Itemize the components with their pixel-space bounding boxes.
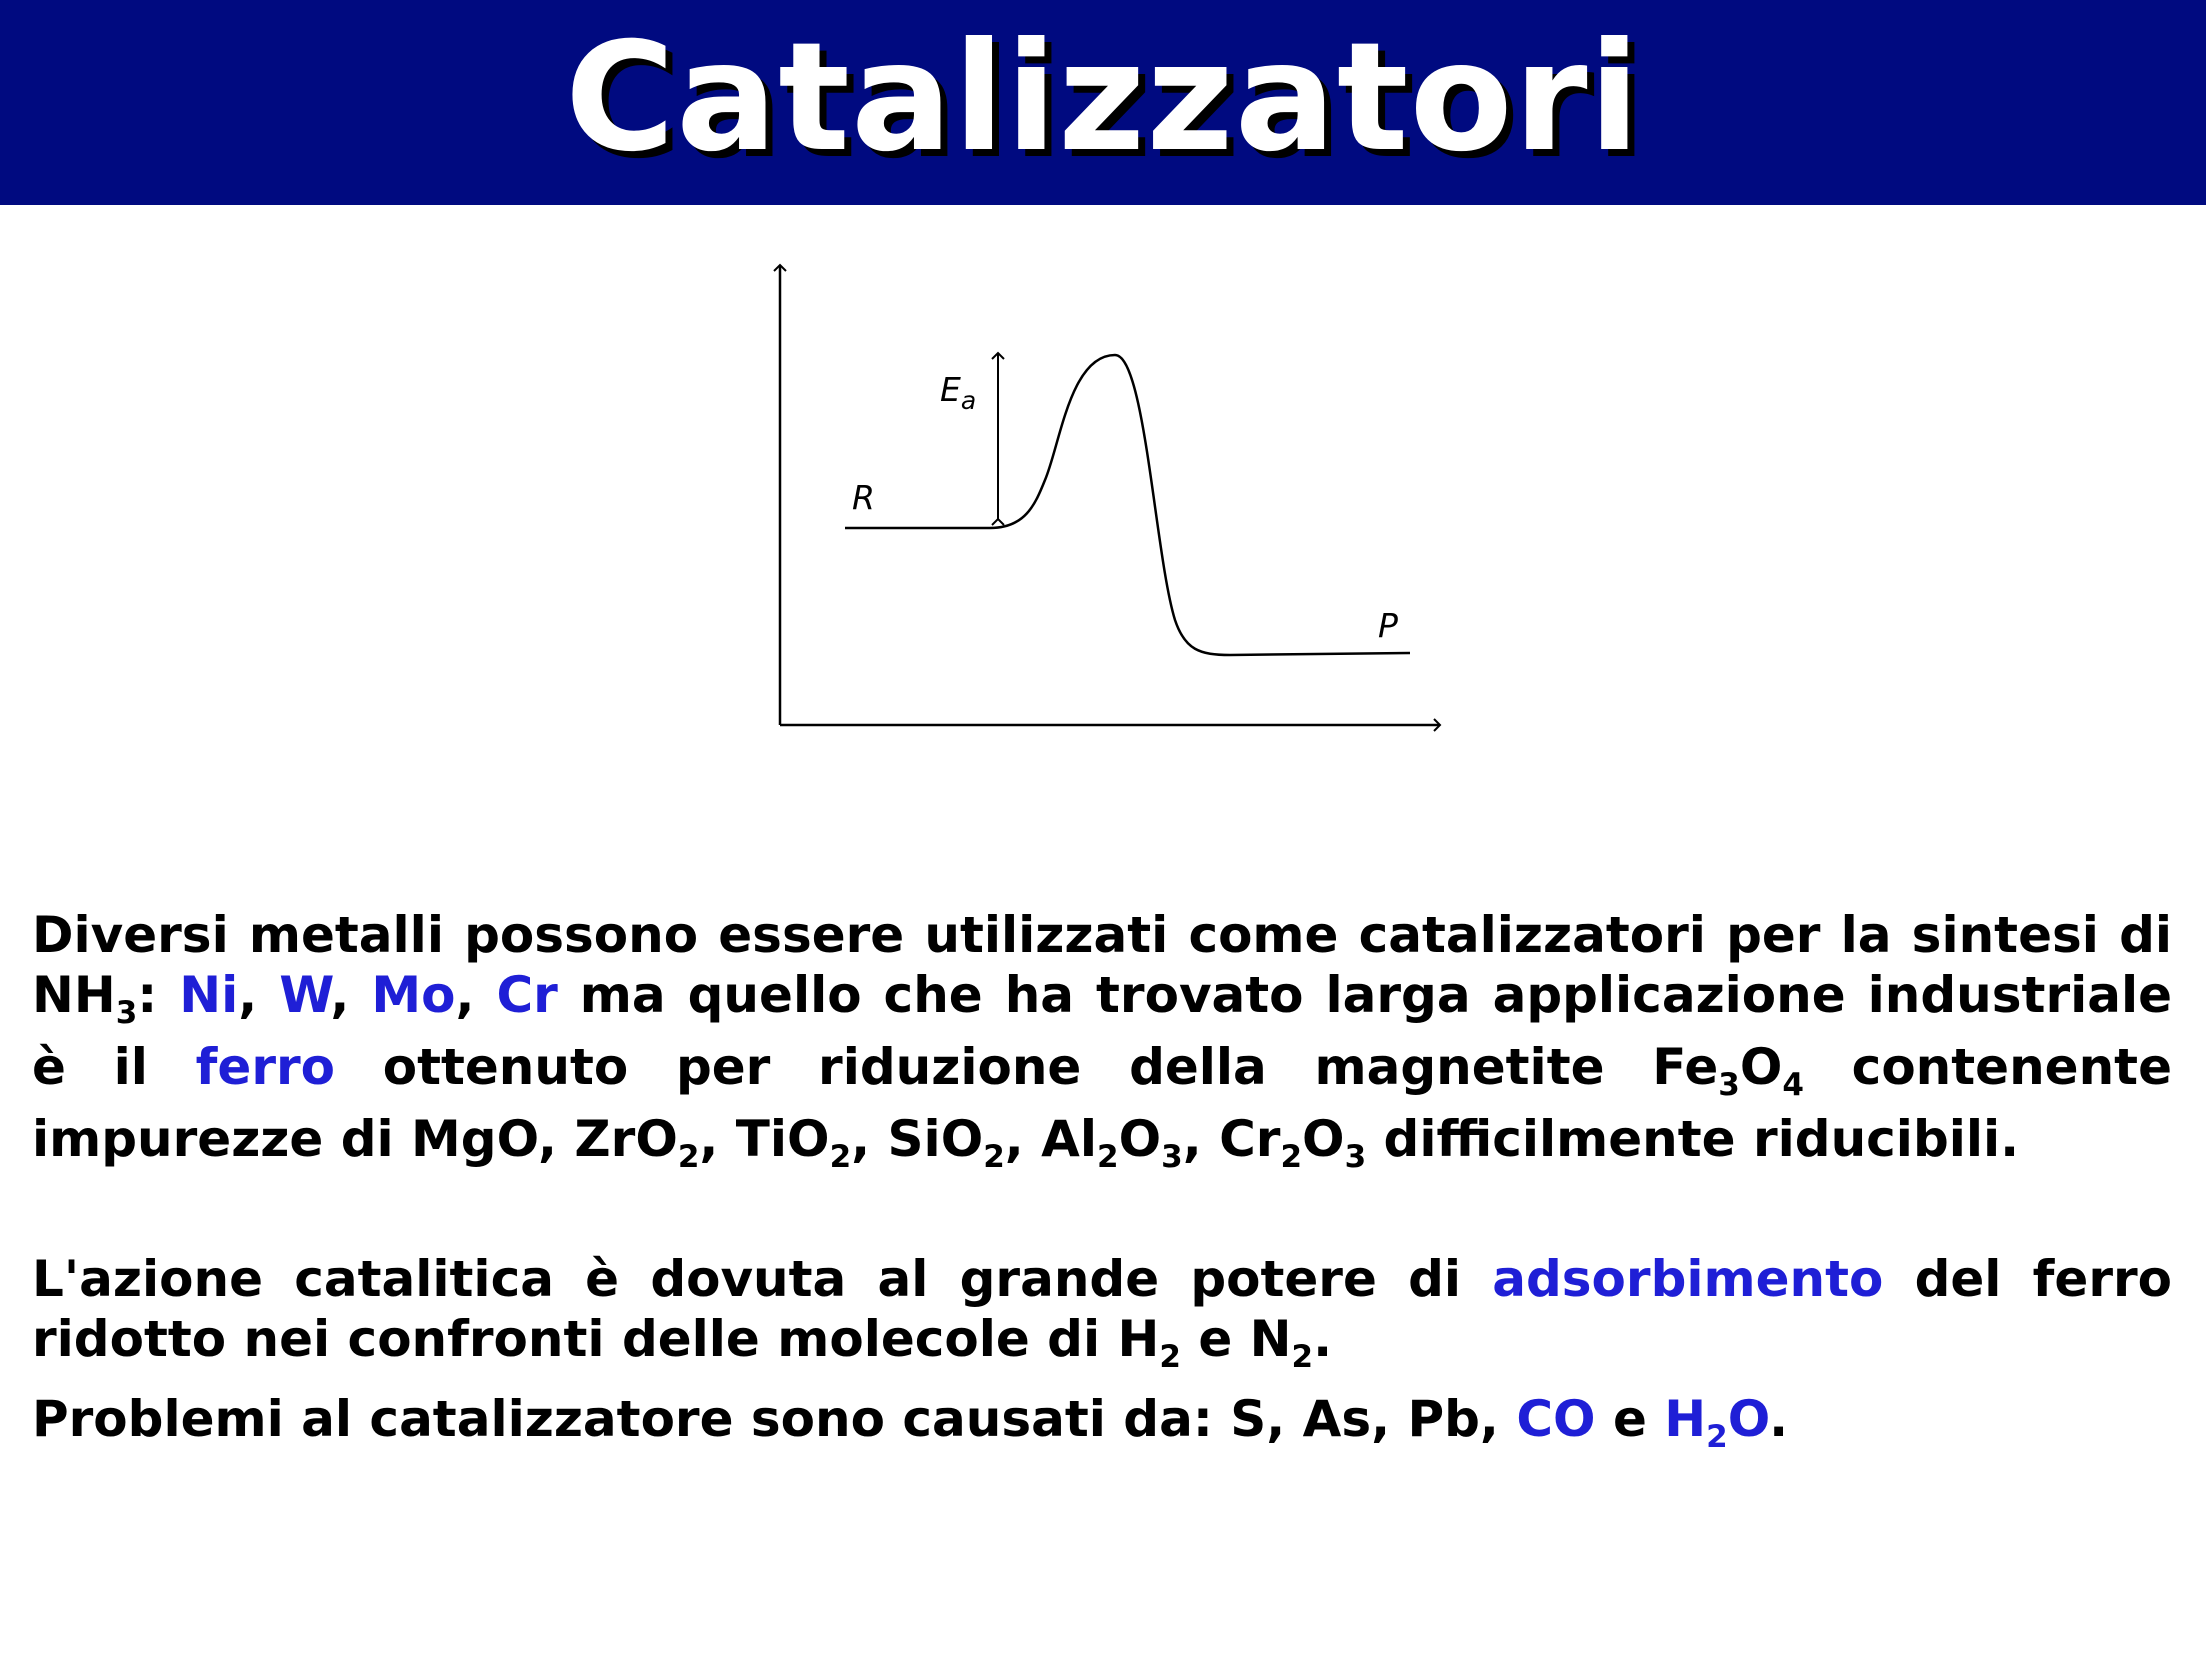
body-text xyxy=(32,905,2173,1455)
metal-ni: Ni xyxy=(179,966,239,1024)
adsorption-term: adsorbimento xyxy=(1492,1250,1884,1308)
title-bar xyxy=(0,0,2206,205)
metal-w: W xyxy=(279,966,331,1024)
reaction-curve xyxy=(845,355,1410,655)
page-title: Catalizzatori xyxy=(564,10,1642,185)
metal-cr: Cr xyxy=(496,966,558,1024)
p1-line4: impurezze di MgO, ZrO$_2$, TiO$_2$, SiO$_2$, $Al_2O_3$, $Cr_2O_3$ difficilmente riducibili. xyxy=(32,1110,2020,1175)
metal-mo: Mo xyxy=(371,966,456,1024)
paragraph-poisons xyxy=(32,1389,2172,1455)
reactant-label: R xyxy=(852,478,875,517)
activation-energy-label: $E_a$ xyxy=(940,370,977,415)
metal-ferro: ferro xyxy=(195,1038,335,1096)
p1-line3: è il ferro ottenuto per riduzione della magnetite $Fe_3O_4$ contenente xyxy=(32,1038,2172,1103)
p2-line1: L'azione catalitica è dovuta al grande potere di adsorbimento del ferro xyxy=(32,1250,2172,1308)
paragraph-adsorption xyxy=(32,1249,2172,1375)
p2-line2: ridotto nei confronti delle molecole di $H_2$ e $N_2$. xyxy=(32,1310,1333,1375)
energy-profile-svg xyxy=(760,255,1460,745)
p3-line1: Problemi al catalizzatore sono causati da: S, As, Pb, CO e $H_2O$. xyxy=(32,1390,1789,1455)
p1-line2: $NH_3$: Ni, W, Mo, Cr ma quello che ha trovato larga applicazione industriale xyxy=(32,966,2173,1031)
p1-line1: Diversi metalli possono essere utilizzati come catalizzatori per la sintesi di xyxy=(32,906,2172,964)
poison-h2o: $H_2O$ xyxy=(1664,1390,1770,1455)
energy-profile-diagram xyxy=(760,255,1460,745)
paragraph-catalysts xyxy=(32,905,2173,1175)
poison-co: CO xyxy=(1516,1390,1596,1448)
product-label: P xyxy=(1378,606,1398,645)
